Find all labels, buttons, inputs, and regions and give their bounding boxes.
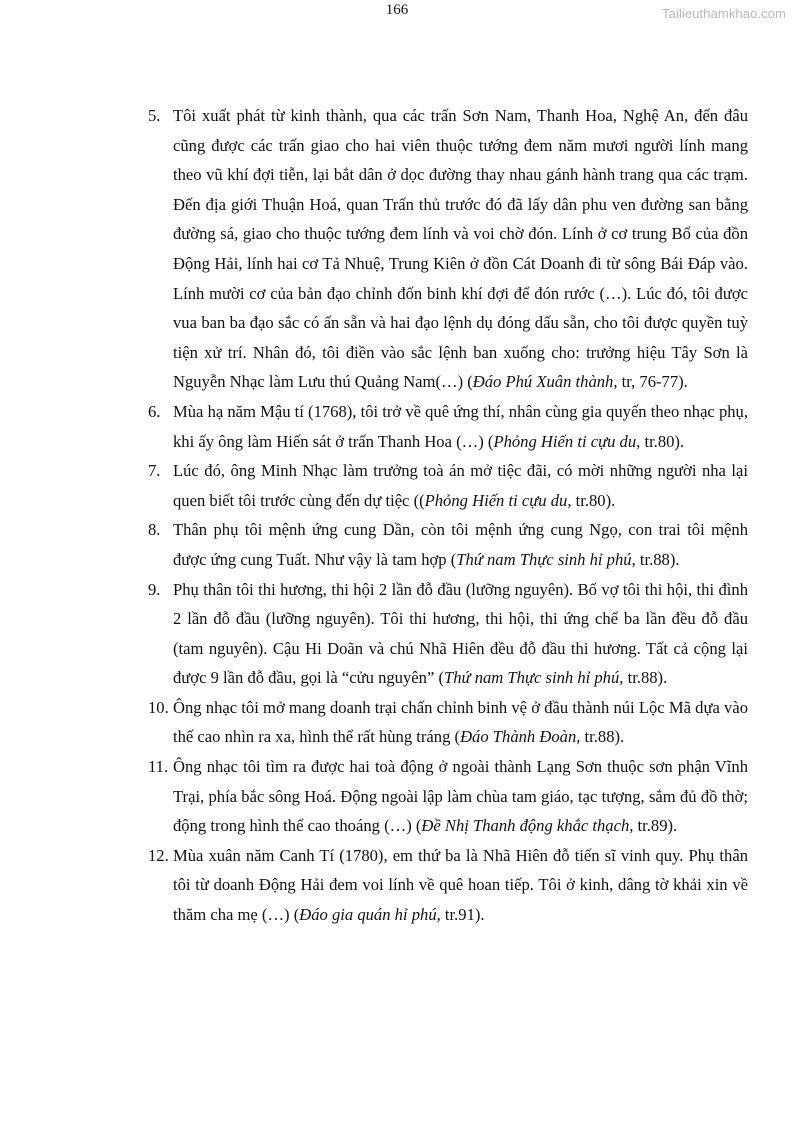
- item-text-body: Ông nhạc tôi mở mang doanh trại chấn chỉnh binh vệ ở đầu thành núi Lộc Mã dựa vào thế cao nhìn ra xa, hình thể rất hùng tráng (: [173, 697, 748, 747]
- source-title: Phỏng Hiến ti cựu du,: [493, 431, 641, 451]
- page-number: 166: [385, 2, 409, 18]
- item-text: [173, 693, 748, 752]
- item-text-citation: tr.91).: [440, 905, 485, 925]
- list-item: [148, 693, 748, 752]
- list-item: [148, 752, 748, 841]
- list-item: [148, 515, 748, 574]
- item-text: [173, 397, 748, 456]
- item-text-citation: tr, 76-77).: [617, 372, 688, 392]
- item-text-body: Ông nhạc tôi tìm ra được hai toà động ở ngoài thành Lạng Sơn thuộc sơn phận Vĩnh Trại, phía bắc sông Hoá. Động ngoài lập làm chùa tam giáo, tạc tượng, sắm đủ đồ thờ; động trong hình thể cao thoáng (…) (: [173, 757, 748, 836]
- item-number: 6.: [148, 401, 161, 421]
- item-number: 10.: [148, 697, 169, 717]
- item-text-body: Tôi xuất phát từ kinh thành, qua các trấn Sơn Nam, Thanh Hoa, Nghệ An, đến đâu cũng được các trấn giao cho hai viên thuộc tướng đem năm mươi người lính mang theo vũ khí đợi tiễn, lại bắt dân ở dọc đường thay nhau gánh hành trang qua các trạm. Đến địa giới Thuận Hoá, quan Trấn thủ trước đó đã lấy dân phu ven đường san bằng đường sá, giao cho thuộc tướng đem lính và voi chờ đón. Lính ở cơ trung Bổ của đồn Động Hải, lính hai cơ Tả Nhuệ, Trung Kiên ở đồn Cát Doanh đi từ sông Bái Đáp vào. Lính mười cơ của bản đạo chỉnh đốn binh khí đợi để đón rước (…). Lúc đó, tôi được vua ban ba đạo sắc có ấn sẵn và hai đạo lệnh dụ đóng dấu sẵn, cho tôi được quyền tuỳ tiện xử trí. Nhân đó, tôi điền vào sắc lệnh ban xuống cho: trưởng hiệu Tây Sơn là Nguyễn Nhạc làm Lưu thú Quảng Nam(…) (: [173, 106, 748, 392]
- item-text-citation: tr.80).: [640, 431, 685, 451]
- source-title: Phỏng Hiến ti cựu du,: [424, 490, 572, 510]
- item-text-citation: , tr.88).: [631, 549, 680, 569]
- item-text: [173, 456, 748, 515]
- item-text-citation: tr.88).: [580, 727, 625, 747]
- item-text-body: Mùa xuân năm Canh Tí (1780), em thứ ba là Nhã Hiên đỗ tiến sĩ vinh quy. Phụ thân tôi từ doanh Động Hải đem voi lính về quê hoan tiếp. Tôi ở kinh, dâng tờ khải xin về thăm cha mẹ (…) (: [173, 845, 748, 925]
- item-number: 5.: [148, 106, 161, 125]
- list-item: [148, 575, 748, 693]
- list-item: [148, 397, 748, 456]
- item-text-body: Mùa hạ năm Mậu tí (1768), tôi trở về quê ứng thí, nhân cùng gia quyến theo nhạc phụ, khi ấy ông làm Hiến sát ở trấn Thanh Hoa (…) (: [173, 401, 748, 451]
- list-item: [148, 456, 748, 515]
- item-number: 7.: [148, 461, 161, 481]
- source-title: Đáo Phú Xuân thành,: [472, 372, 618, 392]
- item-number: 9.: [148, 579, 161, 599]
- item-text-body: Thân phụ tôi mệnh ứng cung Dần, còn tôi mệnh ứng cung Ngọ, con trai tôi mệnh được ứng cung Tuất. Như vậy là tam hợp (: [173, 520, 748, 569]
- list-item: [148, 841, 748, 930]
- item-text: [173, 575, 748, 693]
- item-text: [173, 841, 748, 930]
- source-title: Thứ nam Thực sinh hỉ phú: [456, 549, 632, 569]
- numbered-list: [148, 101, 748, 930]
- item-number: 11.: [148, 757, 169, 777]
- item-text-citation: tr.89).: [633, 816, 678, 836]
- item-text-citation: tr.80).: [571, 490, 616, 510]
- item-text: [173, 101, 748, 397]
- source-title: Thứ nam Thực sinh hỉ phú: [443, 668, 620, 688]
- item-text: [173, 515, 748, 574]
- item-text-body: Phụ thân tôi thi hương, thi hội 2 lần đỗ đầu (lưỡng nguyên). Bố vợ tôi thi hội, thi đình 2 lần đỗ đầu (lưỡng nguyên). Tôi thi hương, thi hội, thi ứng chế ba lần đều đỗ đầu (tam nguyên). Cậu Hi Doãn và chú Nhã Hiên đều đỗ đầu thi hương. Tất cả cộng lại được 9 lần đỗ đầu, gọi là “cửu nguyên” (: [173, 579, 748, 688]
- item-number: 12.: [148, 845, 169, 865]
- watermark: Tailieuthamkhao.com: [661, 6, 786, 21]
- source-title: Đề Nhị Thanh động khắc thạch,: [421, 816, 634, 836]
- item-text: [173, 752, 748, 841]
- list-item: [148, 101, 748, 397]
- source-title: Đáo gia quán hỉ phú,: [299, 905, 441, 925]
- item-text-citation: , tr.88).: [619, 668, 668, 688]
- item-text-body: Lúc đó, ông Minh Nhạc làm trưởng toà án mở tiệc đãi, có mời những người nha lại quen biết tôi trước cùng đến dự tiệc ((: [173, 461, 748, 510]
- source-title: Đáo Thành Đoàn,: [460, 727, 581, 747]
- item-number: 8.: [148, 520, 161, 540]
